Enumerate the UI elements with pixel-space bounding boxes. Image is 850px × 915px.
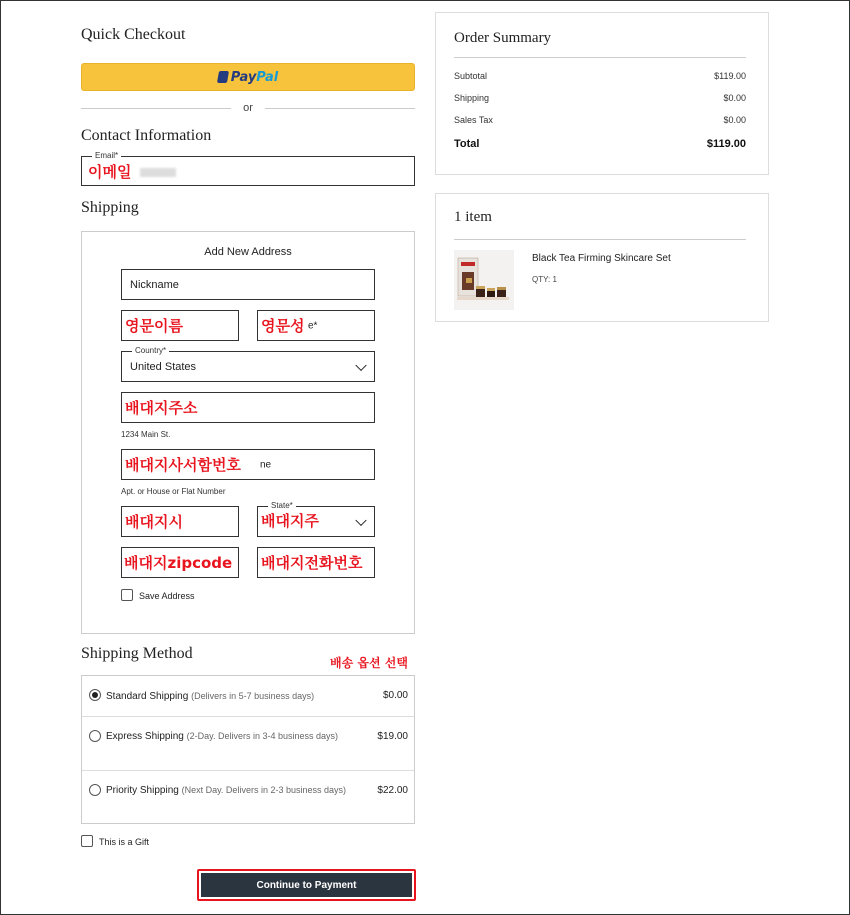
summary-row-shipping: Shipping $0.00 xyxy=(454,93,746,103)
city-input[interactable] xyxy=(121,506,239,537)
order-summary-title: Order Summary xyxy=(454,30,552,46)
country-label: Country* xyxy=(132,346,169,356)
shipping-option-annotation: 배송 옵션 선택 xyxy=(330,656,408,670)
city-annotation: 배대지시 xyxy=(125,513,183,531)
chevron-down-icon xyxy=(355,514,366,525)
phone-annotation: 배대지전화번호 xyxy=(261,554,363,572)
nickname-input[interactable]: Nickname xyxy=(121,269,375,300)
phone-input[interactable] xyxy=(257,547,375,578)
email-field[interactable] xyxy=(81,151,415,186)
first-name-annotation: 영문이름 xyxy=(125,317,183,335)
summary-row-tax: Sales Tax $0.00 xyxy=(454,115,746,125)
state-label: State* xyxy=(268,501,296,511)
country-value: United States xyxy=(130,360,197,373)
radio-button[interactable] xyxy=(89,784,101,796)
add-new-address-title: Add New Address xyxy=(204,246,292,258)
product-name[interactable]: Black Tea Firming Skincare Set xyxy=(532,253,671,264)
email-annotation: 이메일 xyxy=(88,163,132,181)
shipping-price: $19.00 xyxy=(377,731,408,742)
address-annotation: 배대지주소 xyxy=(125,399,198,417)
gift-checkbox[interactable] xyxy=(81,835,93,847)
shipping-method-list xyxy=(81,675,415,824)
summary-row-total: Total $119.00 xyxy=(454,138,746,150)
last-name-annotation: 영문성 xyxy=(261,317,305,335)
product-image[interactable] xyxy=(454,250,514,310)
product-qty: QTY: 1 xyxy=(532,275,557,284)
state-annotation: 배대지주 xyxy=(261,512,319,530)
quick-checkout-title: Quick Checkout xyxy=(81,26,186,43)
state-select[interactable] xyxy=(257,501,375,537)
shipping-price: $0.00 xyxy=(382,690,408,701)
address2-annotation: 배대지사서함번호 xyxy=(125,456,241,474)
order-summary-card xyxy=(435,12,769,175)
paypal-icon xyxy=(217,71,229,83)
zipcode-annotation: 배대지zipcode xyxy=(124,554,233,572)
paypal-logo: Pay Pal xyxy=(218,70,278,85)
contact-information-title: Contact Information xyxy=(81,127,212,144)
chevron-down-icon xyxy=(355,359,366,370)
first-name-input[interactable] xyxy=(121,310,239,341)
radio-button[interactable] xyxy=(89,689,101,701)
address-hint: 1234 Main St. xyxy=(121,430,171,439)
paypal-button[interactable] xyxy=(81,63,415,91)
continue-to-payment-button[interactable]: Continue to Payment xyxy=(201,873,412,897)
shipping-option-standard[interactable]: Standard Shipping (Delivers in 5-7 business days) $0.00 xyxy=(82,676,414,716)
shipping-option-express[interactable]: Express Shipping (2-Day. Delivers in 3-4 business days) $19.00 xyxy=(82,716,414,770)
email-label: Email* xyxy=(92,151,121,161)
address2-hint: Apt. or House or Flat Number xyxy=(121,487,226,496)
last-name-input[interactable]: 영문성 e* xyxy=(257,310,375,341)
save-address-checkbox[interactable] xyxy=(121,589,133,601)
or-divider: or xyxy=(81,101,415,115)
save-address-label: Save Address xyxy=(139,591,195,601)
shipping-title: Shipping xyxy=(81,199,139,216)
redacted-email xyxy=(140,168,176,177)
shipping-price: $22.00 xyxy=(377,785,408,796)
gift-label: This is a Gift xyxy=(99,837,150,847)
zipcode-input[interactable] xyxy=(121,547,239,578)
summary-row-subtotal: Subtotal $119.00 xyxy=(454,71,746,81)
address-input[interactable] xyxy=(121,392,375,423)
shipping-method-title: Shipping Method xyxy=(81,645,193,662)
country-select[interactable] xyxy=(121,346,375,382)
radio-button[interactable] xyxy=(89,730,101,742)
cart-items-card xyxy=(435,193,769,322)
shipping-option-priority[interactable]: Priority Shipping (Next Day. Delivers in 2-3 business days) $22.00 xyxy=(82,770,414,824)
items-count-title: 1 item xyxy=(454,209,492,225)
address2-input[interactable]: 배대지사서함번호 ne xyxy=(121,449,375,480)
